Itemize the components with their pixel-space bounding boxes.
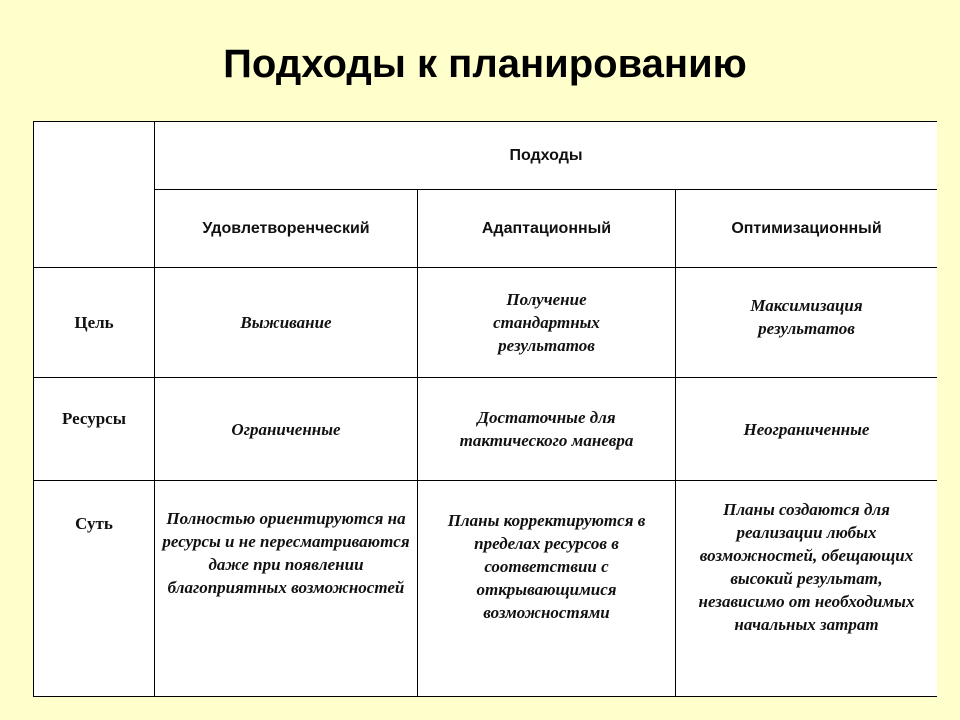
table-cell: Максимизация результатов	[750, 296, 863, 338]
table-cell: Получение стандартных результатов	[493, 290, 600, 355]
approaches-table	[33, 121, 937, 697]
row-header: Цель	[74, 313, 114, 332]
slide-title: Подходы к планированию	[223, 42, 747, 86]
table-cell: Полностью ориентируются на ресурсы и не пересматриваются даже при появлении благоприятных возможностей	[162, 509, 410, 597]
table-cell: Ограниченные	[231, 419, 341, 439]
column-header: Удовлетворенческий	[202, 220, 370, 237]
table-cell: Выживание	[240, 313, 332, 332]
row-header: Ресурсы	[61, 408, 126, 428]
table-cell: Планы создаются для реализации любых возможностей, обещающих высокий результат, независимо от необходимых начальных затрат	[698, 500, 915, 634]
column-header: Оптимизационный	[731, 220, 882, 237]
table-cell: Достаточные для тактического маневра	[459, 408, 634, 450]
column-header: Адаптационный	[481, 220, 612, 237]
group-header: Подходы	[509, 147, 583, 164]
table-cell: Неограниченные	[743, 419, 870, 439]
row-header: Суть	[75, 513, 113, 533]
table-cell: Планы корректируются в пределах ресурсов в соответствии с открывающимися возможностями	[447, 510, 646, 622]
